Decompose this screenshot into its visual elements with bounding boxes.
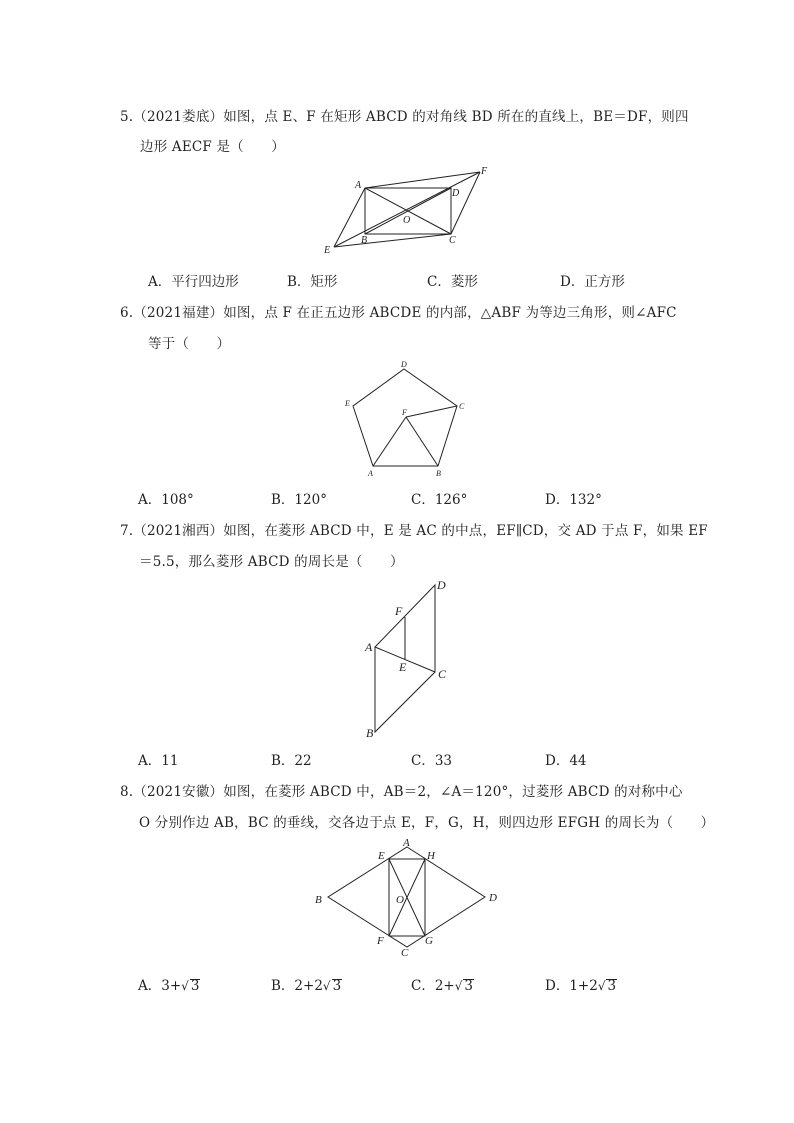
q6-label-A: A xyxy=(368,469,373,478)
q5-option-d[interactable]: D．正方形 xyxy=(560,274,625,290)
q7-stem-line2: ＝5.5，那么菱形 ABCD 的周长是（ ） xyxy=(139,554,404,570)
q5-label-D: D xyxy=(452,188,460,199)
q8-label-H: H xyxy=(427,850,435,862)
q6-stem-line2: 等于（ ） xyxy=(148,336,231,352)
q6-label-D: D xyxy=(401,360,407,369)
q8-label-O: O xyxy=(396,894,404,906)
q5-label-C: C xyxy=(449,235,456,246)
q8-figure xyxy=(310,835,505,960)
q6-option-c[interactable]: C．126° xyxy=(411,492,468,508)
q5-stem-line1: 5.（2021娄底）如图，点 E、F 在矩形 ABCD 的对角线 BD 所在的直线上，BE＝DF，则四 xyxy=(120,109,689,125)
q7-option-a[interactable]: A．11 xyxy=(138,753,179,769)
q7-label-D: D xyxy=(437,578,446,592)
q8-option-b[interactable]: B．2+2√ 3 xyxy=(271,978,342,994)
q8-label-C: C xyxy=(401,947,409,959)
q5-label-O: O xyxy=(403,215,411,226)
q5-label-E: E xyxy=(324,245,331,256)
q5-figure xyxy=(320,162,495,257)
q8-label-B: B xyxy=(315,894,322,906)
sqrt-symbol: √ xyxy=(181,979,189,993)
q7-label-B: B xyxy=(366,726,374,740)
q6-option-b[interactable]: B．120° xyxy=(271,492,327,508)
q7-option-c[interactable]: C．33 xyxy=(411,753,453,769)
q8-stem-line2: O 分别作边 AB，BC 的垂线，交各边于点 E，F，G，H，则四边形 EFGH 的周长为（ ） xyxy=(139,815,715,831)
q8-label-A: A xyxy=(403,837,410,849)
q7-stem-line1: 7.（2021湘西）如图，在菱形 ABCD 中，E 是 AC 的中点，EF∥CD，交 AD 于点 F，如果 EF xyxy=(120,523,708,539)
sqrt-symbol: √ xyxy=(597,979,606,993)
q5-label-A: A xyxy=(355,180,362,191)
q7-label-C: C xyxy=(438,667,447,681)
q8-label-D: D xyxy=(489,892,497,904)
q5-stem-line2: 边形 AECF 是（ ） xyxy=(140,139,285,155)
q5-label-B: B xyxy=(361,235,368,246)
sqrt-symbol: √ xyxy=(322,979,331,993)
q8-label-F: F xyxy=(377,935,384,947)
q5-option-a[interactable]: A．平行四边形 xyxy=(148,274,239,290)
q7-option-d[interactable]: D．44 xyxy=(545,753,587,769)
q7-label-F: F xyxy=(395,604,403,618)
q8-label-E: E xyxy=(378,850,385,862)
q6-label-F: F xyxy=(402,408,407,417)
q8-option-c[interactable]: C．2+√ 3 xyxy=(411,978,473,994)
q7-option-b[interactable]: B．22 xyxy=(271,753,312,769)
q6-option-a[interactable]: A．108° xyxy=(138,492,194,508)
q6-label-C: C xyxy=(459,402,465,411)
q5-label-F: F xyxy=(481,166,488,177)
q5-option-c[interactable]: C．菱形 xyxy=(427,274,478,290)
q7-label-E: E xyxy=(399,660,407,674)
q6-label-B: B xyxy=(436,469,441,478)
q6-figure xyxy=(340,360,475,480)
q6-stem-line1: 6.（2021福建）如图，点 F 在正五边形 ABCDE 的内部，△ABF 为等边三角形，则∠AFC xyxy=(120,305,677,321)
q7-figure xyxy=(360,575,460,740)
q8-option-d[interactable]: D．1+2√ 3 xyxy=(545,978,617,994)
q8-label-G: G xyxy=(425,935,433,947)
q8-stem-line1: 8.（2021安徽）如图，在菱形 ABCD 中，AB＝2，∠A＝120°，过菱形 ABCD 的对称中心 xyxy=(120,784,683,800)
q6-option-d[interactable]: D．132° xyxy=(545,492,602,508)
q6-label-E: E xyxy=(345,399,350,408)
q5-option-b[interactable]: B．矩形 xyxy=(287,274,338,290)
sqrt-symbol: √ xyxy=(454,979,463,993)
q8-option-a[interactable]: A．3+√ 3 xyxy=(138,978,200,994)
q7-label-A: A xyxy=(365,640,373,654)
